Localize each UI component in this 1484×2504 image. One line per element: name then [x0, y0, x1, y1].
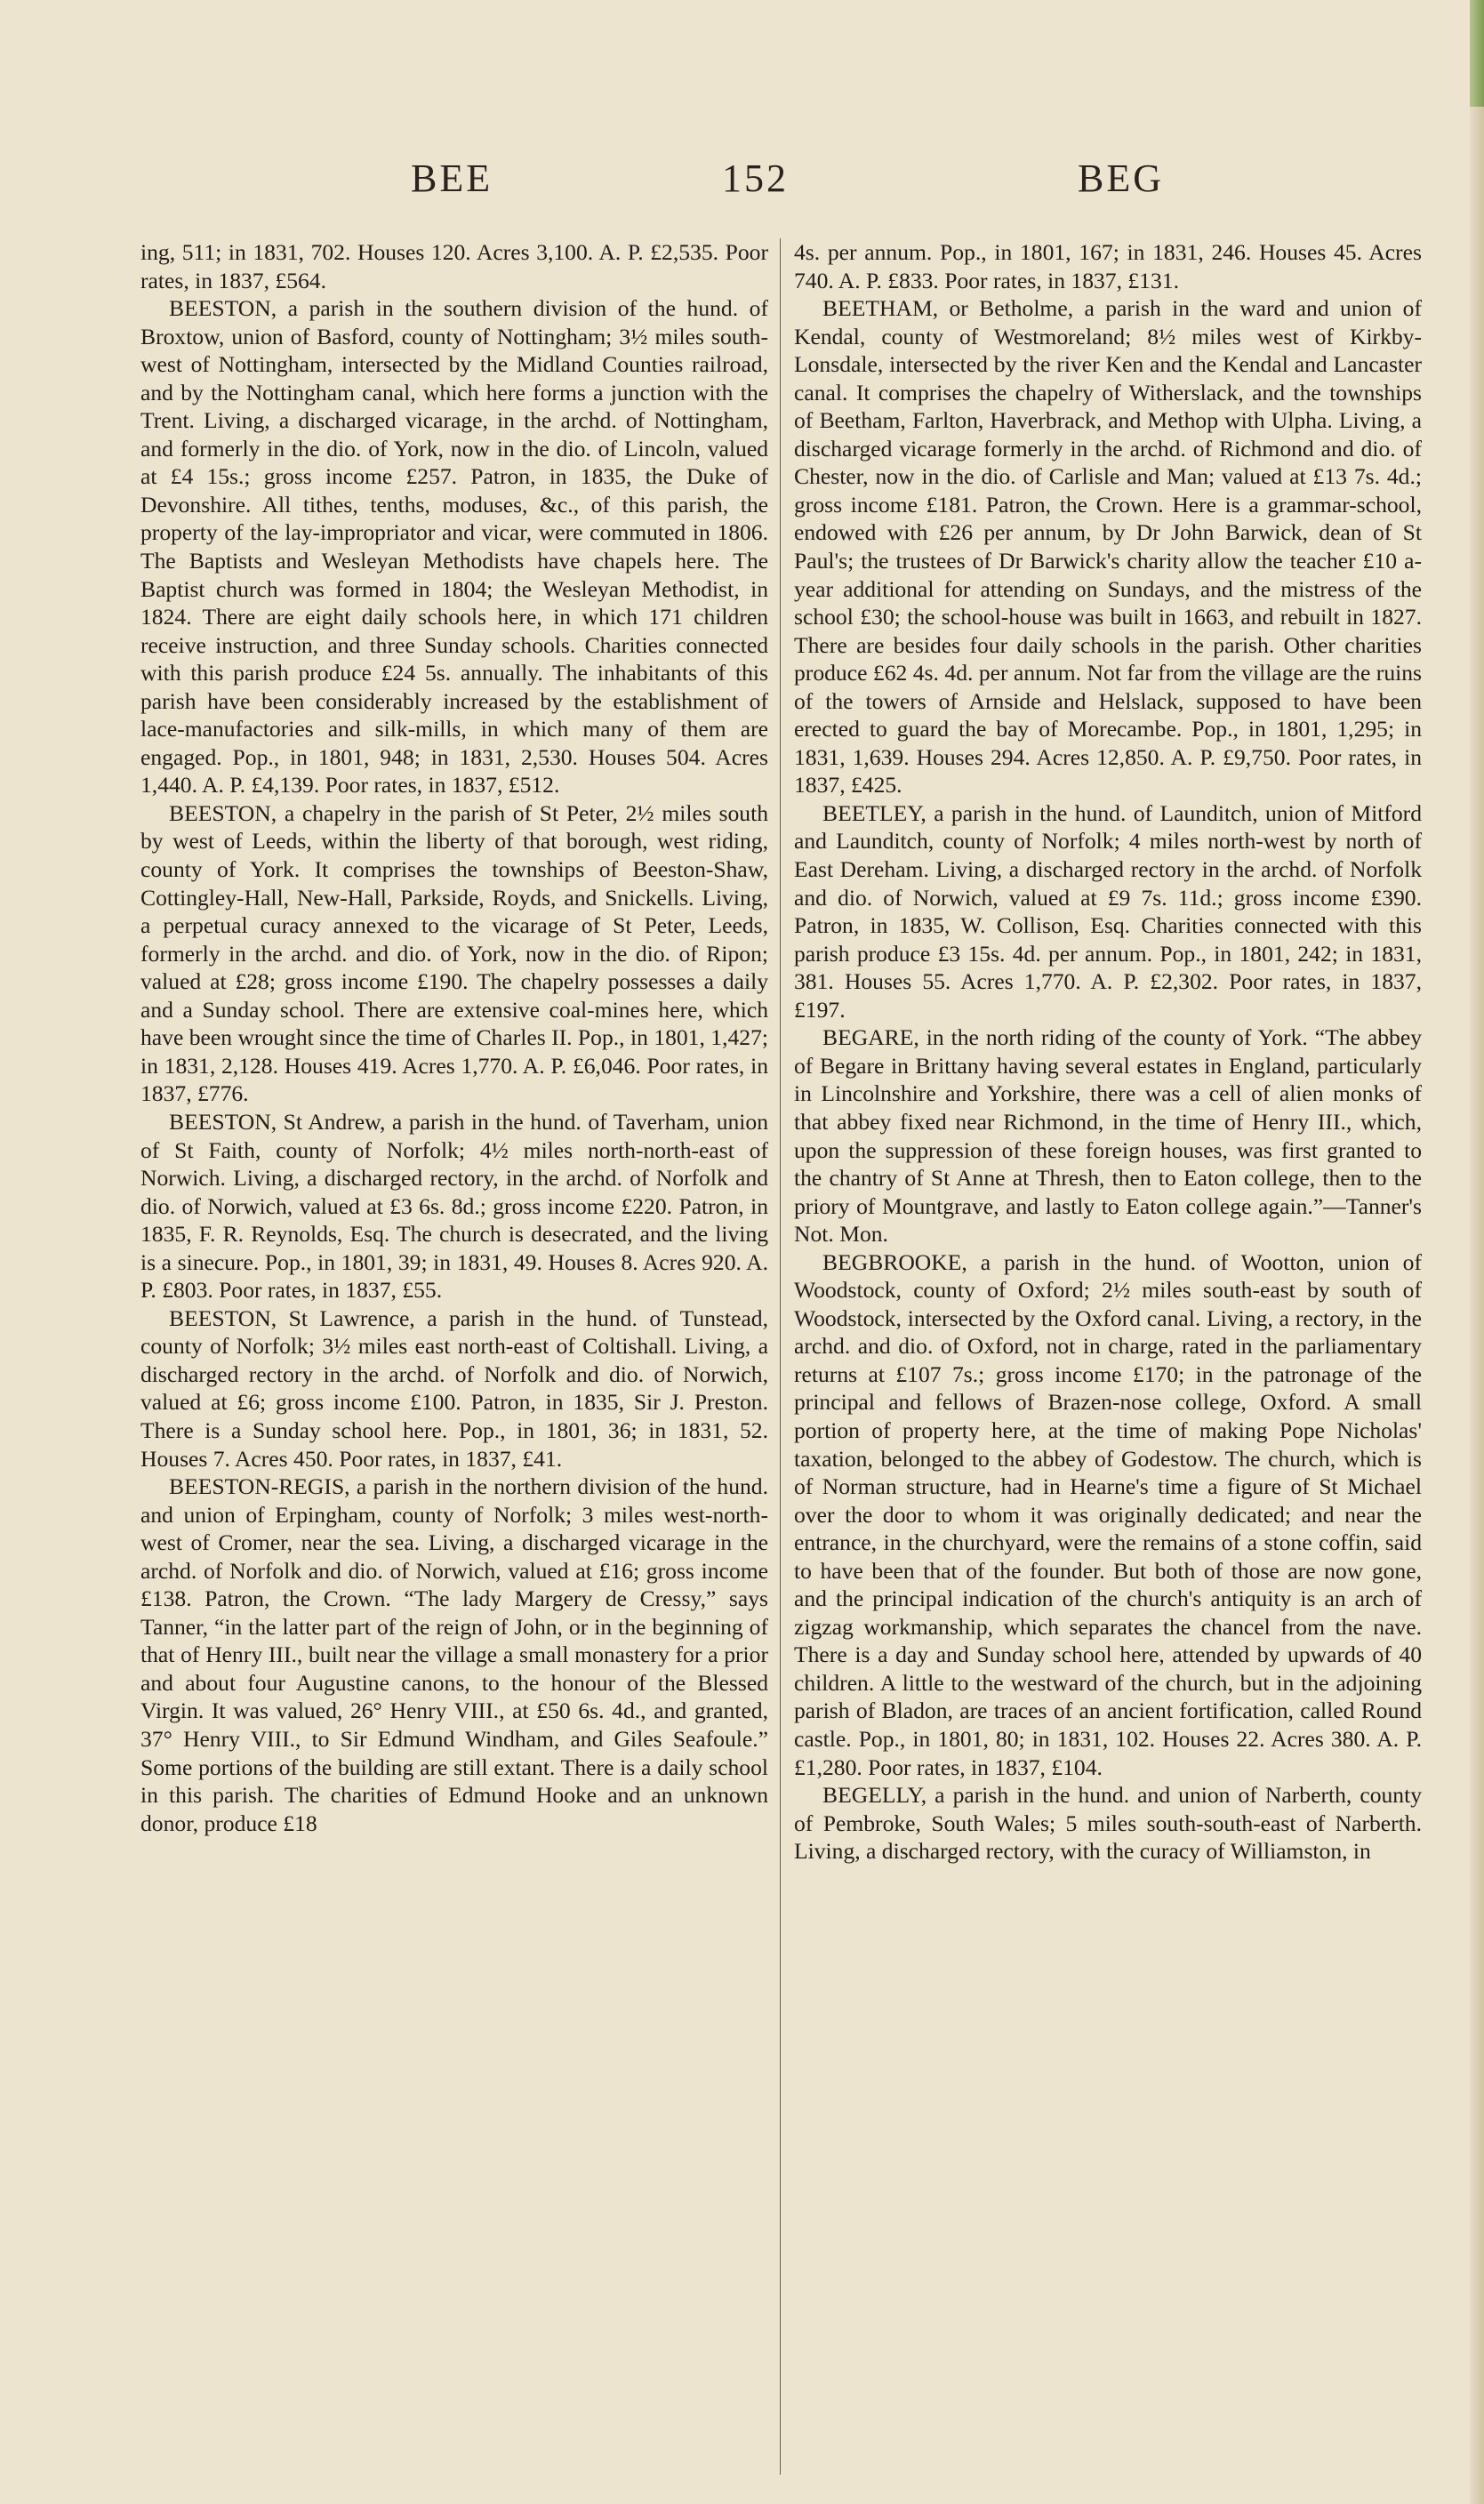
paragraph-continuation: ing, 511; in 1831, 702. Houses 120. Acres 3,100. A. P. £2,535. Poor rates, in 1837, £564.	[140, 239, 768, 293]
page-edge	[1470, 0, 1484, 2504]
entry-beeston-chapelry: BEESTON, a chapelry in the parish of St Peter, 2½ miles south by west of Leeds, within the liberty of that borough, west riding, county of York. It comprises the townships of Beeston-Shaw, Cottingley-Hall, New-Hall, Parkside, Royds, and Snickells. Living, a perpetual curacy annexed to the vicarage of St Peter, Leeds, formerly in the archd. and dio. of York, now in the dio. of Ripon; valued at £28; gross income £190. The chapelry possesses a daily and a Sunday school. There are extensive coal-mines here, which have been wrought since the time of Charles II. Pop., in 1801, 1,427; in 1831, 2,128. Houses 419. Acres 1,770. A. P. £6,046. Poor rates, in 1837, £776.	[140, 799, 768, 1107]
entry-beeston-regis: BEESTON-REGIS, a parish in the northern division of the hund. and union of Erpingham, county of Norfolk; 3 miles west-north-west of Cromer, near the sea. Living, a discharged vicarage in the archd. of Norfolk and dio. of Norwich, valued at £16; gross income £138. Patron, the Crown. “The lady Margery de Cressy,” says Tanner, “in the latter part of the reign of John, or in the beginning of that of Henry III., built near the village a small monastery for a prior and about four Augustine canons, to the honour of the Blessed Virgin. It was valued, 26° Henry VIII., at £50 6s. 4d., and granted, 37° Henry VIII., to Sir Edmund Windham, and Giles Seafoule.” Some portions of the building are still extant. There is a daily school in this parish. The charities of Edmund Hooke and an unknown donor, produce £18	[140, 1473, 768, 1836]
entry-begbrooke: BEGBROOKE, a parish in the hund. of Wootton, union of Woodstock, county of Oxford; 2½ miles south-east by south of Woodstock, intersected by the Oxford canal. Living, a rectory, in the archd. and dio. of Oxford, not in charge, rated in the parliamentary returns at £107 7s.; gross income £170; in the patronage of the principal and fellows of Brazen-nose college, Oxford. A small portion of property here, at the time of making Pope Nicholas' taxation, belonged to the abbey of Godestow. The church, which is of Norman structure, had in Hearne's time a figure of St Michael over the door to whom it was originally dedicated; and near the entrance, in the churchyard, were the remains of a stone coffin, said to have been that of the founder. But both of those are now gone, and the principal indication of the church's antiquity is an arch of zigzag workmanship, which separates the chancel from the nave. There is a day and Sunday school here, attended by upwards of 40 children. A little to the westward of the church, but in the adjoining parish of Bladon, are traces of an ancient fortification, called Round castle. Pop., in 1801, 80; in 1831, 102. Houses 22. Acres 380. A. P. £1,280. Poor rates, in 1837, £104.	[794, 1248, 1422, 1780]
entry-begelly: BEGELLY, a parish in the hund. and union of Narberth, county of Pembroke, South Wales; 5 miles south-south-east of Narberth. Living, a discharged rectory, with the curacy of Williamston, in	[794, 1782, 1422, 1865]
entry-beeston-st-andrew: BEESTON, St Andrew, a parish in the hund. of Taverham, union of St Faith, county of Norfolk; 4½ miles north-north-east of Norwich. Living, a discharged rectory, in the archd. of Norfolk and dio. of Norwich, valued at £3 6s. 8d.; gross income £220. Patron, in 1835, F. R. Reynolds, Esq. The church is desecrated, and the living is a sinecure. Pop., in 1801, 39; in 1831, 49. Houses 8. Acres 920. A. P. £803. Poor rates, in 1837, £55.	[140, 1108, 768, 1304]
column-divider	[780, 238, 781, 2475]
header-left-word: BEE	[411, 156, 493, 200]
entry-beeston-st-lawrence: BEESTON, St Lawrence, a parish in the hund. of Tunstead, county of Norfolk; 3½ miles east north-east of Coltishall. Living, a discharged rectory in the archd. of Norfolk and dio. of Norwich, valued at £6; gross income £100. Patron, in 1835, Sir J. Preston. There is a Sunday school here. Pop., in 1801, 36; in 1831, 52. Houses 7. Acres 450. Poor rates, in 1837, £41.	[140, 1304, 768, 1472]
right-column	[794, 238, 1422, 2479]
running-header	[0, 156, 1484, 209]
entry-begare: BEGARE, in the north riding of the county of York. “The abbey of Begare in Brittany having several estates in England, particularly in Lincolnshire and Yorkshire, there was a cell of alien monks of that abbey fixed near Richmond, in the time of Henry III., which, upon the suppression of these foreign houses, was first granted to the chantry of St Anne at Thresh, then to Eaton college, then to the priory of Mountgrave, and lastly to Eaton college again.”—Tanner's Not. Mon.	[794, 1024, 1422, 1248]
text-columns	[140, 238, 1430, 2479]
page-tab	[1470, 0, 1484, 107]
entry-beeston-broxtow: BEESTON, a parish in the southern division of the hund. of Broxtow, union of Basford, county of Nottingham; 3½ miles south-west of Nottingham, intersected by the Midland Counties railroad, and by the Nottingham canal, which here forms a junction with the Trent. Living, a discharged vicarage, in the archd. of Nottingham, and formerly in the dio. of York, now in the dio. of Lincoln, valued at £4 15s.; gross income £257. Patron, in 1835, the Duke of Devonshire. All tithes, tenths, moduses, &c., of this parish, the property of the lay-impropriator and vicar, were commuted in 1806. The Baptists and Wesleyan Methodists have chapels here. The Baptist church was formed in 1804; the Wesleyan Methodist, in 1824. There are eight daily schools here, in which 171 children receive instruction, and three Sunday schools. Charities connected with this parish produce £24 5s. annually. The inhabitants of this parish have been considerably increased by the establishment of lace-manufactories and silk-mills, in which many of them are engaged. Pop., in 1801, 948; in 1831, 2,530. Houses 504. Acres 1,440. A. P. £4,139. Poor rates, in 1837, £512.	[140, 295, 768, 799]
header-right-word: BEG	[1078, 156, 1164, 200]
left-column	[140, 238, 768, 2479]
page-number: 152	[722, 156, 789, 200]
entry-beetham: BEETHAM, or Betholme, a parish in the ward and union of Kendal, county of Westmoreland; 8½ miles west of Kirkby-Lonsdale, intersected by the river Ken and the Kendal and Lancaster canal. It comprises the chapelry of Witherslack, and the townships of Beetham, Farlton, Haverbrack, and Methop with Ulpha. Living, a discharged vicarage formerly in the archd. of Richmond and dio. of Chester, now in the dio. of Carlisle and Man; valued at £13 7s. 4d.; gross income £181. Patron, the Crown. Here is a grammar-school, endowed with £26 per annum, by Dr John Barwick, dean of St Paul's; the trustees of Dr Barwick's charity allow the teacher £10 a-year additional for attending on Sundays, and the mistress of the school £30; the school-house was built in 1663, and rebuilt in 1827. There are besides four daily schools in the parish. Other charities produce £62 4s. 4d. per annum. Not far from the village are the ruins of the towers of Arnside and Helslack, supposed to have been erected to guard the bay of Morecambe. Pop., in 1801, 1,295; in 1831, 1,639. Houses 294. Acres 12,850. A. P. £9,750. Poor rates, in 1837, £425.	[794, 295, 1422, 799]
entry-beetley: BEETLEY, a parish in the hund. of Launditch, union of Mitford and Launditch, county of Norfolk; 4 miles north-west by north of East Dereham. Living, a discharged rectory in the archd. of Norfolk and dio. of Norwich, valued at £9 7s. 11d.; gross income £390. Patron, in 1835, W. Collison, Esq. Charities connected with this parish produce £3 15s. 4d. per annum. Pop., in 1801, 242; in 1831, 381. Houses 55. Acres 1,770. A. P. £2,302. Poor rates, in 1837, £197.	[794, 799, 1422, 1023]
paragraph-continuation: 4s. per annum. Pop., in 1801, 167; in 1831, 246. Houses 45. Acres 740. A. P. £833. Poor rates, in 1837, £131.	[794, 239, 1422, 293]
